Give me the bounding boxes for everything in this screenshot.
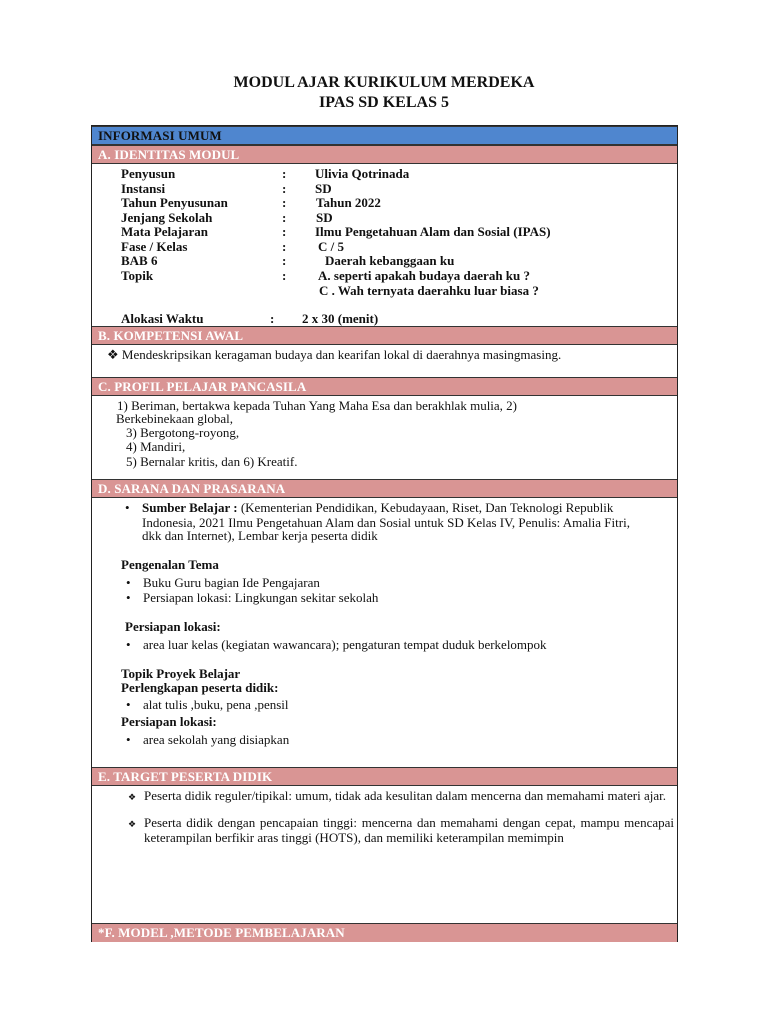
perlengkapan-item: • alat tulis ,buku, pena ,pensil [143, 697, 289, 713]
pengenalan-item-1: • Buku Guru bagian Ide Pengajaran [143, 575, 320, 591]
sep-jenjang: : [282, 210, 287, 225]
value-topik-a: A. seperti apakah budaya daerah ku ? [318, 268, 531, 283]
label-tahun: Tahun Penyusunan [121, 195, 228, 210]
sep-penyusun: : [282, 166, 287, 181]
value-penyusun: Ulivia Qotrinada [315, 166, 410, 181]
sumber-belajar-text-1: (Kementerian Pendidikan, Kebudayaan, Riset, Dan Teknologi Republik [237, 500, 614, 515]
model-metode-header: *F. MODEL ,METODE PEMBELAJARAN [92, 923, 677, 942]
identitas-modul-header: A. IDENTITAS MODUL [92, 145, 677, 164]
label-mapel: Mata Pelajaran [121, 224, 209, 239]
sumber-belajar-label: Sumber Belajar : [142, 500, 238, 515]
target-item-2: ❖ Peserta didik dengan pencapaian tinggi: mencerna dan memahami dengan cepat, mampu mencapai keterampilan berfikir aras tinggi (HOTS), dan memiliki keterampilan memimpin [144, 815, 674, 845]
profil-line-4: 4) Mandiri, [126, 439, 186, 454]
target-item-1: ❖ Peserta didik reguler/tipikal: umum, tidak ada kesulitan dalam mencerna dan memahami materi ajar. [144, 788, 674, 803]
sep-bab: : [282, 253, 287, 268]
value-topik-c: C . Wah ternyata daerahku luar biasa ? [319, 283, 539, 298]
profil-line-5: 5) Bernalar kritis, dan 6) Kreatif. [126, 454, 298, 469]
label-jenjang: Jenjang Sekolah [121, 210, 213, 225]
profil-line-3: 3) Bergotong-royong, [126, 425, 240, 440]
kompetensi-text: ❖ Mendeskripsikan keragaman budaya dan kearifan lokal di daerahnya masingmasing. [107, 347, 562, 362]
target-peserta-header: E. TARGET PESERTA DIDIK [92, 767, 677, 786]
sep-tahun: : [282, 195, 287, 210]
sep-fase: : [282, 239, 287, 254]
sumber-belajar-line-3: dkk dan Internet), Lembar kerja peserta didik [142, 528, 378, 543]
sarana-prasarana-header: D. SARANA DAN PRASARANA [92, 479, 677, 498]
value-mapel: Ilmu Pengetahuan Alam dan Sosial (IPAS) [315, 224, 551, 239]
pengenalan-tema-title: Pengenalan Tema [121, 557, 219, 572]
module-table [91, 125, 678, 942]
sumber-belajar-line-2: Indonesia, 2021 Ilmu Pengetahuan Alam dan Sosial untuk SD Kelas IV, Penulis: Amalia Fitri, [142, 515, 630, 530]
value-fase: C / 5 [318, 239, 344, 254]
value-bab: Daerah kebanggaan ku [325, 253, 455, 268]
sep-mapel: : [282, 224, 287, 239]
document-subtitle: IPAS SD KELAS 5 [319, 94, 449, 111]
label-fase: Fase / Kelas [121, 239, 188, 254]
value-jenjang: SD [316, 210, 333, 225]
pengenalan-item-2: • Persiapan lokasi: Lingkungan sekitar sekolah [143, 590, 378, 606]
kompetensi-awal-header: B. KOMPETENSI AWAL [92, 326, 677, 345]
profil-pancasila-header: C. PROFIL PELAJAR PANCASILA [92, 377, 677, 396]
perlengkapan-title: Perlengkapan peserta didik: [121, 680, 279, 695]
persiapan-lokasi-title: Persiapan lokasi: [125, 619, 221, 634]
sumber-belajar-line-1 [142, 500, 613, 516]
label-penyusun: Penyusun [121, 166, 176, 181]
document-title: MODUL AJAR KURIKULUM MERDEKA [233, 74, 535, 91]
label-alokasi: Alokasi Waktu [121, 311, 204, 326]
persiapan-lokasi-2-item: • area sekolah yang disiapkan [143, 732, 289, 748]
profil-line-2: Berkebinekaan global, [116, 411, 233, 426]
sep-alokasi: : [270, 311, 275, 326]
persiapan-lokasi-2-title: Persiapan lokasi: [121, 714, 217, 729]
sep-instansi: : [282, 181, 287, 196]
label-instansi: Instansi [121, 181, 166, 196]
value-alokasi: 2 x 30 (menit) [302, 311, 379, 326]
label-topik: Topik [121, 268, 154, 283]
label-bab: BAB 6 [121, 253, 158, 268]
profil-line-1: 1) Beriman, bertakwa kepada Tuhan Yang Maha Esa dan berakhlak mulia, 2) [117, 398, 518, 413]
topik-proyek-title: Topik Proyek Belajar [121, 666, 241, 681]
value-tahun: Tahun 2022 [316, 195, 381, 210]
persiapan-lokasi-item: • area luar kelas (kegiatan wawancara); pengaturan tempat duduk berkelompok [143, 637, 547, 653]
value-instansi: SD [315, 181, 332, 196]
sep-topik: : [282, 268, 287, 283]
informasi-umum-header: INFORMASI UMUM [92, 126, 677, 145]
